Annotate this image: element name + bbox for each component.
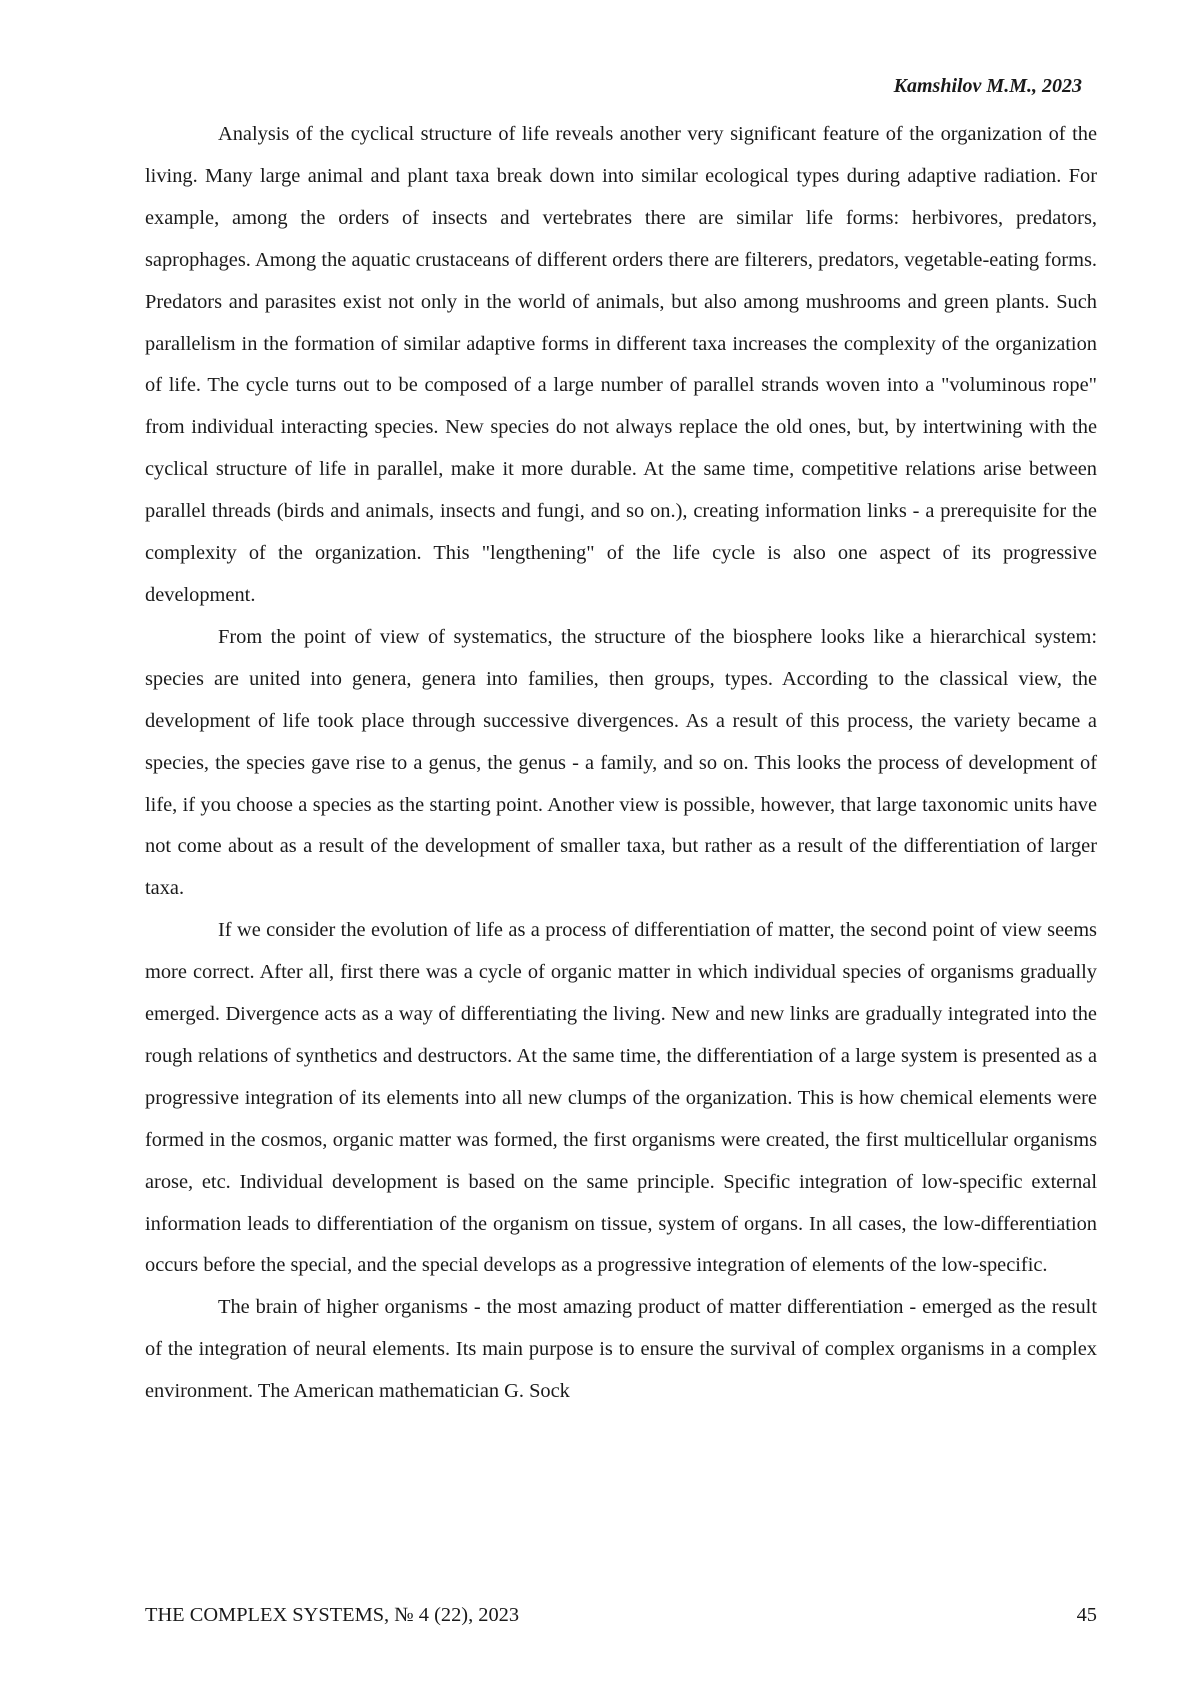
journal-title: THE COMPLEX SYSTEMS, № 4 (22), 2023: [145, 1604, 520, 1626]
page-footer: [145, 1601, 1097, 1629]
page-number: 45: [1076, 1604, 1097, 1626]
paragraph: The brain of higher organisms - the most amazing product of matter differentiation - emerged as the result of the integration of neural elements. Its main purpose is to ensure the survival of complex organisms in a complex environment. The American mathematician G. Sock: [145, 1296, 1097, 1403]
article-body: [145, 114, 1097, 1413]
running-head: Kamshilov M.M., 2023: [893, 75, 1082, 97]
paragraph: If we consider the evolution of life as a process of differentiation of matter, the second point of view seems more correct. After all, first there was a cycle of organic matter in which individual species of organisms gradually emerged. Divergence acts as a way of differentiating the living. New and new links are gradually integrated into the rough relations of synthetics and destructors. At the same time, the differentiation of a large system is presented as a progressive integration of its elements into all new clumps of the organization. This is how chemical elements were formed in the cosmos, organic matter was formed, the first organisms were created, the first multicellular organisms arose, etc. Individual development is based on the same principle. Specific integration of low-specific external information leads to differentiation of the organism on tissue, system of organs. In all cases, the low-differentiation occurs before the special, and the special develops as a progressive integration of elements of the low-specific.: [145, 919, 1097, 1277]
paragraph: From the point of view of systematics, the structure of the biosphere looks like a hierarchical system: species are united into genera, genera into families, then groups, types. According to the classical view, the development of life took place through successive divergences. As a result of this process, the variety became a species, the species gave rise to a genus, the genus - a family, and so on. This looks the process of development of life, if you choose a species as the starting point. Another view is possible, however, that large taxonomic units have not come about as a result of the development of smaller taxa, but rather as a result of the differentiation of larger taxa.: [145, 625, 1097, 900]
paragraph: Analysis of the cyclical structure of life reveals another very significant feature of the organization of the living. Many large animal and plant taxa break down into similar ecological types during adaptive radiation. For example, among the orders of insects and vertebrates there are similar life forms: herbivores, predators, saprophages. Among the aquatic crustaceans of different orders there are filterers, predators, vegetable-eating forms. Predators and parasites exist not only in the world of animals, but also among mushrooms and green plants. Such parallelism in the formation of similar adaptive forms in different taxa increases the complexity of the organization of life. The cycle turns out to be composed of a large number of parallel strands woven into a "voluminous rope" from individual interacting species. New species do not always replace the old ones, but, by intertwining with the cyclical structure of life in parallel, make it more durable. At the same time, competitive relations arise between parallel threads (birds and animals, insects and fungi, and so on.), creating information links - a prerequisite for the complexity of the organization. This "lengthening" of the life cycle is also one aspect of its progressive development.: [145, 123, 1097, 606]
